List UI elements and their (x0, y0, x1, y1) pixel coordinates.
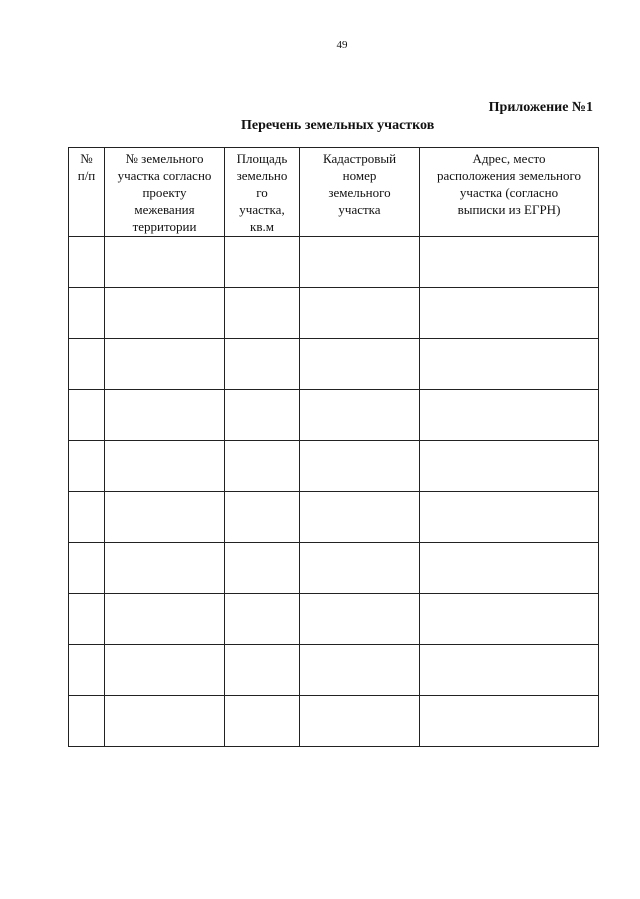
table-row (69, 543, 599, 594)
land-plots-table (68, 147, 599, 747)
header-row-number (69, 148, 105, 237)
table-cell (105, 441, 225, 492)
table-cell (420, 390, 599, 441)
table-cell (300, 237, 420, 288)
table-cell (420, 441, 599, 492)
header-line: участка (согласно (459, 185, 559, 200)
header-plot-number (105, 148, 225, 237)
table-cell (69, 237, 105, 288)
table-cell (69, 696, 105, 747)
table-row (69, 696, 599, 747)
appendix-label: Приложение №1 (488, 100, 593, 115)
table-cell (300, 645, 420, 696)
table-row (69, 390, 599, 441)
table-cell (300, 594, 420, 645)
table-cell (105, 390, 225, 441)
table-row (69, 492, 599, 543)
table-cell (300, 543, 420, 594)
table-cell (69, 492, 105, 543)
table-cell (225, 492, 300, 543)
table-cell (300, 390, 420, 441)
table-cell (69, 288, 105, 339)
table-cell (105, 645, 225, 696)
table-cell (420, 237, 599, 288)
header-line: Площадь (236, 151, 288, 166)
table-cell (420, 696, 599, 747)
table-cell (225, 645, 300, 696)
table-cell (105, 339, 225, 390)
table-cell (69, 543, 105, 594)
table-cell (225, 696, 300, 747)
table-cell (420, 339, 599, 390)
table-cell (225, 390, 300, 441)
table-cell (105, 696, 225, 747)
table-cell (225, 543, 300, 594)
header-line: проекту (142, 185, 187, 200)
header-line: № (80, 151, 93, 166)
header-line: го (256, 185, 268, 200)
table-cell (300, 339, 420, 390)
table-cell (420, 288, 599, 339)
header-line: Кадастровый (322, 151, 397, 166)
header-line: кв.м (250, 219, 274, 234)
table-row (69, 288, 599, 339)
header-line: земельного (328, 185, 391, 200)
table-cell (69, 339, 105, 390)
header-line: выписки из ЕГРН) (457, 202, 561, 217)
document-title: Перечень земельных участков (241, 118, 435, 133)
table-cell (105, 288, 225, 339)
table-cell (225, 441, 300, 492)
table-cell (300, 492, 420, 543)
header-line: территории (132, 219, 197, 234)
table-cell (69, 594, 105, 645)
table-cell (300, 696, 420, 747)
table-cell (225, 288, 300, 339)
table-row (69, 339, 599, 390)
table-cell (300, 441, 420, 492)
header-line: номер (342, 168, 377, 183)
header-line: расположения земельного (437, 168, 581, 183)
header-area (225, 148, 300, 237)
table-cell (105, 492, 225, 543)
header-line: межевания (134, 202, 195, 217)
table-cell (420, 594, 599, 645)
table-header-row (69, 148, 599, 237)
header-line: земельно (236, 168, 288, 183)
table-cell (105, 237, 225, 288)
table-cell (105, 543, 225, 594)
table-cell (69, 390, 105, 441)
table-row (69, 645, 599, 696)
table-cell (300, 288, 420, 339)
header-line: п/п (77, 168, 96, 183)
table-cell (420, 645, 599, 696)
table-row (69, 441, 599, 492)
header-line: Адрес, место (472, 151, 546, 166)
table-cell (225, 237, 300, 288)
table-cell (420, 543, 599, 594)
header-line: участка согласно (117, 168, 212, 183)
table-cell (225, 594, 300, 645)
table-cell (69, 645, 105, 696)
table-row (69, 237, 599, 288)
header-address (420, 148, 599, 237)
header-line: № земельного (125, 151, 204, 166)
header-line: участка, (239, 202, 285, 217)
table-cell (105, 594, 225, 645)
table-cell (69, 441, 105, 492)
table-cell (420, 492, 599, 543)
page-number: 49 (336, 39, 348, 51)
header-cadastral-number (300, 148, 420, 237)
table-row (69, 594, 599, 645)
header-line: участка (338, 202, 381, 217)
table-cell (225, 339, 300, 390)
